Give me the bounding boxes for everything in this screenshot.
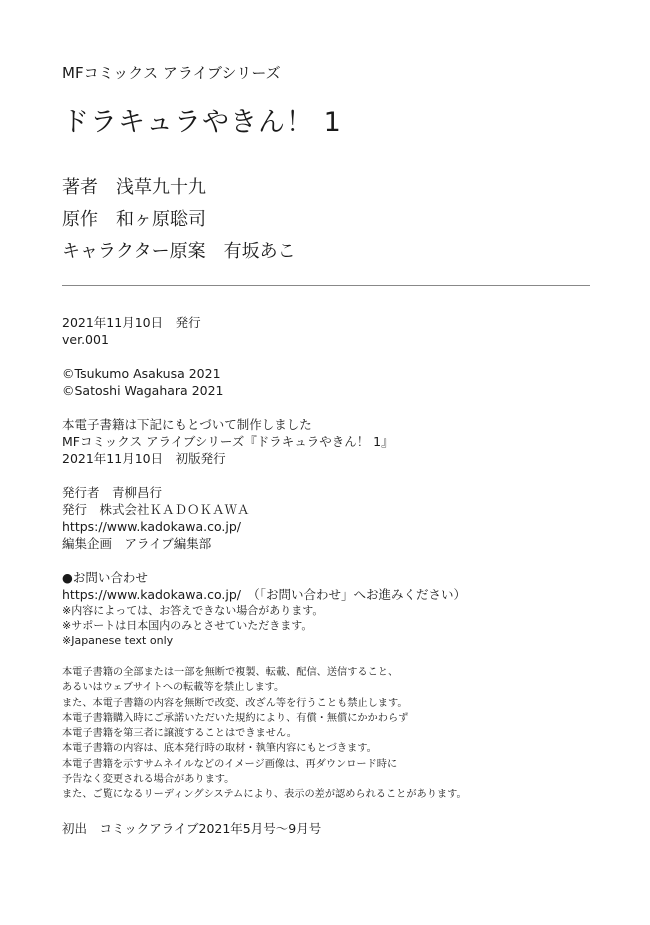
credits — [62, 172, 296, 268]
credit-name: 浅草九十九 — [116, 177, 206, 198]
source-line: 2021年11月10日 初版発行 — [62, 451, 226, 466]
inquiry-note: ※サポートは日本国内のみとさせていただきます。 — [62, 619, 313, 632]
legal-line: 本電子書籍の内容は、底本発行時の取材・執筆内容にもとづきます。 — [62, 743, 377, 755]
first-published: 初出 コミックアライブ2021年5月号～9月号 — [62, 820, 322, 836]
credit-character-design — [62, 236, 296, 268]
credit-role: 著者 — [62, 177, 98, 198]
copyright-line: ©Tsukumo Asakusa 2021 — [62, 366, 221, 381]
inquiry-block — [62, 569, 467, 648]
source-line: 本電子書籍は下記にもとづいて制作しました — [62, 417, 312, 432]
legal-line: また、本電子書籍の内容を無断で改変、改ざん等を行うことも禁止します。 — [62, 697, 408, 709]
credit-role: キャラクター原案 — [62, 241, 206, 262]
publisher-line: 発行者 青柳昌行 — [62, 485, 163, 500]
legal-line: あるいはウェブサイトへの転載等を禁止します。 — [62, 682, 285, 694]
inquiry-note: ※内容によっては、お答えできない場合があります。 — [62, 604, 324, 617]
credit-original-work — [62, 204, 296, 236]
source-line: MFコミックス アライブシリーズ『ドラキュラやきん！ 1』 — [62, 434, 394, 449]
copyright-line: ©Satoshi Wagahara 2021 — [62, 383, 224, 398]
book-title: ドラキュラやきん！ 1 — [62, 107, 342, 138]
publisher-url[interactable]: https://www.kadokawa.co.jp/ — [62, 519, 241, 534]
legal-line: 本電子書籍を第三者に譲渡することはできません。 — [62, 728, 297, 740]
legal-line: 本電子書籍の全部または一部を無断で複製、転載、配信、送信すること、 — [62, 667, 399, 678]
legal-line: 予告なく変更される場合があります。 — [62, 774, 235, 786]
legal-notice — [62, 665, 467, 803]
credit-author — [62, 172, 296, 204]
publisher-line: 編集企画 アライブ編集部 — [62, 536, 212, 551]
credit-name: 有坂あこ — [223, 241, 296, 262]
legal-line: また、ご覧になるリーディングシステムにより、表示の差が認められることがあります。 — [62, 789, 467, 801]
inquiry-heading: ●お問い合わせ — [62, 570, 148, 585]
inquiry-url[interactable]: https://www.kadokawa.co.jp/ （「お問い合わせ」へお進みください） — [62, 587, 466, 602]
series-name: MFコミックス アライブシリーズ — [62, 64, 281, 82]
release-date: 2021年11月10日 発行 — [62, 315, 201, 330]
publisher-block — [62, 484, 467, 552]
copyright-block — [62, 365, 467, 399]
credit-name: 和ヶ原聡司 — [116, 209, 206, 230]
release-block — [62, 314, 467, 348]
publication-info — [62, 314, 467, 837]
source-block — [62, 416, 467, 467]
legal-line: 本電子書籍購入時にご承諾いただいた規約により、有償・無償にかかわらず — [62, 712, 409, 724]
credit-role: 原作 — [62, 209, 98, 230]
version: ver.001 — [62, 332, 109, 347]
publisher-line: 発行 株式会社ＫＡＤＯＫＡＷＡ — [62, 502, 250, 517]
divider — [62, 285, 590, 286]
legal-line: 本電子書籍を示すサムネイルなどのイメージ画像は、再ダウンロード時に — [62, 758, 398, 770]
inquiry-note: ※Japanese text only — [62, 634, 174, 647]
